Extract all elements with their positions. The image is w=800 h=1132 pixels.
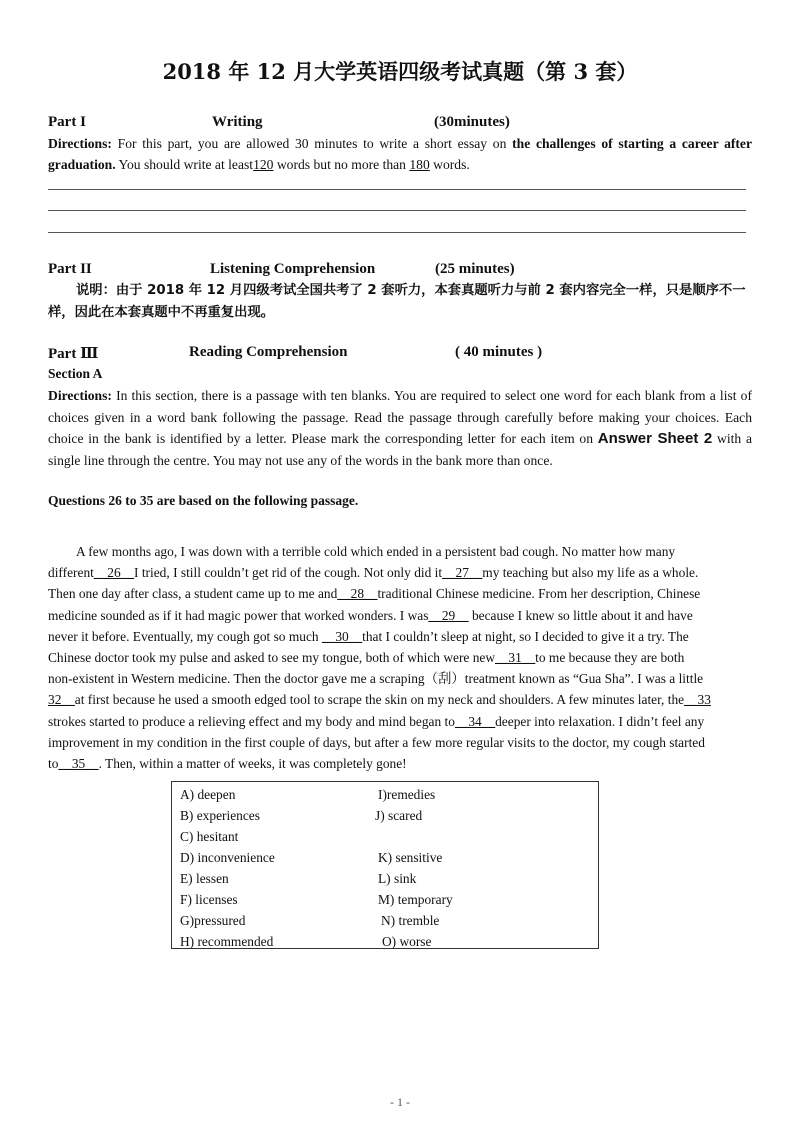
word-option: O) worse <box>382 934 432 949</box>
part3-directions <box>48 385 752 471</box>
blank-27: __27__ <box>442 565 483 581</box>
passage-line <box>48 711 753 732</box>
word-option: N) tremble <box>381 913 440 928</box>
passage-text: medicine sounded as if it had magic power that worked wonders. I was <box>48 607 429 623</box>
passage-line <box>48 689 753 710</box>
word-option: D) inconvenience <box>180 850 275 865</box>
passage-text: because I knew so little about it and have <box>468 607 693 623</box>
word-option: F) licenses <box>180 892 238 907</box>
passage-text: to <box>48 756 59 772</box>
essay-topic: the challenges of starting a career after graduation. <box>48 136 753 172</box>
word-option: L) sink <box>378 871 417 886</box>
passage-text: Then one day after class, a student came up to me and <box>48 586 338 602</box>
blank-26: __26__ <box>93 565 135 581</box>
passage-text: at first because he used a smooth edged tool to scrape the skin on my neck and shoulders. A few minutes later, the <box>74 692 685 708</box>
blank-29: __29__ <box>428 607 469 623</box>
passage-text: . Then, within a matter of weeks, it was completely gone! <box>98 756 407 772</box>
passage-line <box>48 605 753 626</box>
passage-line: improvement in my condition in the first couple of days, but after a few more regular visits to the doctor, my cough started <box>48 734 705 750</box>
writing-line <box>48 189 746 190</box>
passage-text: Chinese doctor took my pulse and asked to see my tongue, both of which were new <box>48 650 495 666</box>
questions-intro: Questions 26 to 35 are based on the following passage. <box>48 493 359 508</box>
passage-line: non-existent in Western medicine. Then the doctor gave me a scraping（刮）treatment known as “Gua Sha”. I was a little <box>48 671 704 687</box>
directions-text: with a single line through the centre. You may not use any of the words in the bank more than once. <box>48 431 752 468</box>
word-option: G)pressured <box>180 913 246 928</box>
passage-text: traditional Chinese medicine. From her description, Chinese <box>377 586 701 602</box>
blank-33: __33 <box>684 692 711 708</box>
directions-text: In this section, there is a passage with ten blanks. You are required to select one word for each blank from a list of choices given in a word bank following the passage. Read the passage through carefully before making your choices. Each choice in the bank is identified by a letter. Please mark the corresponding letter for each item on <box>48 388 752 447</box>
part1-label: Part I <box>48 114 86 130</box>
reading-passage <box>48 541 753 774</box>
section-label: Section A <box>48 366 103 381</box>
max-words: 180 <box>409 157 430 172</box>
part3-name: Reading Comprehension <box>189 344 348 360</box>
passage-line <box>48 562 753 583</box>
page-title: 2018 年 12 月大学英语四级考试真题（第 3 套） <box>162 59 638 84</box>
passage-line <box>48 647 753 668</box>
listening-note: 说明：由于 2018 年 12 月四级考试全国共考了 2 套听力，本套真题听力与前 2 套内容完全一样，只是顺序不一样，因此在本套真题中不再重复出现。 <box>48 283 746 320</box>
passage-line: A few months ago, I was down with a terrible cold which ended in a persistent bad cough. No matter how many <box>76 544 676 559</box>
writing-line <box>48 232 746 233</box>
word-option: J) scared <box>375 808 423 823</box>
blank-35: __35__ <box>58 756 99 772</box>
directions-label: Directions: <box>48 388 112 403</box>
part1-name: Writing <box>212 114 263 130</box>
part1-directions <box>48 133 752 175</box>
part2-name: Listening Comprehension <box>210 261 376 277</box>
passage-text: never it before. Eventually, my cough got so much <box>48 628 322 644</box>
word-bank <box>171 781 599 949</box>
word-option: B) experiences <box>180 808 260 823</box>
min-words: 120 <box>253 157 274 172</box>
passage-text: my teaching but also my life as a whole. <box>482 565 699 581</box>
passage-line <box>48 753 753 774</box>
passage-text: different <box>48 565 94 581</box>
part3-time: ( 40 minutes ) <box>455 344 543 360</box>
answer-sheet-label: Answer Sheet 2 <box>597 430 713 448</box>
word-option: I)remedies <box>378 787 436 802</box>
word-option: C) hesitant <box>180 829 239 844</box>
passage-text: that I couldn’t sleep at night, so I decided to give it a try. The <box>362 628 689 644</box>
word-option: H) recommended <box>180 934 274 949</box>
part3-label: Part Ⅲ <box>48 346 99 362</box>
directions-text: words but no more than <box>273 157 410 172</box>
passage-text: to me because they are both <box>535 650 685 666</box>
passage-line <box>48 626 753 647</box>
passage-line <box>48 583 753 604</box>
part2-time: (25 minutes) <box>435 261 515 277</box>
word-option: K) sensitive <box>378 850 443 865</box>
passage-text: I tried, I still couldn’t get rid of the cough. Not only did it <box>134 565 443 581</box>
part1-time: (30minutes) <box>434 114 510 130</box>
word-option: A) deepen <box>180 787 236 802</box>
writing-line <box>48 210 746 211</box>
blank-30: __30__ <box>321 628 363 644</box>
page-number: - 1 - <box>390 1095 410 1109</box>
directions-text: You should write at least <box>115 157 254 172</box>
directions-label: Directions: <box>48 136 112 151</box>
word-option: E) lessen <box>180 871 229 886</box>
directions-text: For this part, you are allowed 30 minutes to write a short essay on <box>111 136 513 151</box>
blank-31: __31__ <box>495 650 536 666</box>
blank-34: __34__ <box>454 713 496 729</box>
blank-32: 32__ <box>48 692 75 708</box>
passage-text: deeper into relaxation. I didn’t feel any <box>495 713 705 729</box>
blank-28: __28__ <box>337 586 378 602</box>
passage-text: strokes started to produce a relieving effect and my body and mind began to <box>48 713 455 729</box>
directions-text: words. <box>429 157 470 172</box>
word-option: M) temporary <box>378 892 453 907</box>
part2-label: Part II <box>48 261 92 277</box>
